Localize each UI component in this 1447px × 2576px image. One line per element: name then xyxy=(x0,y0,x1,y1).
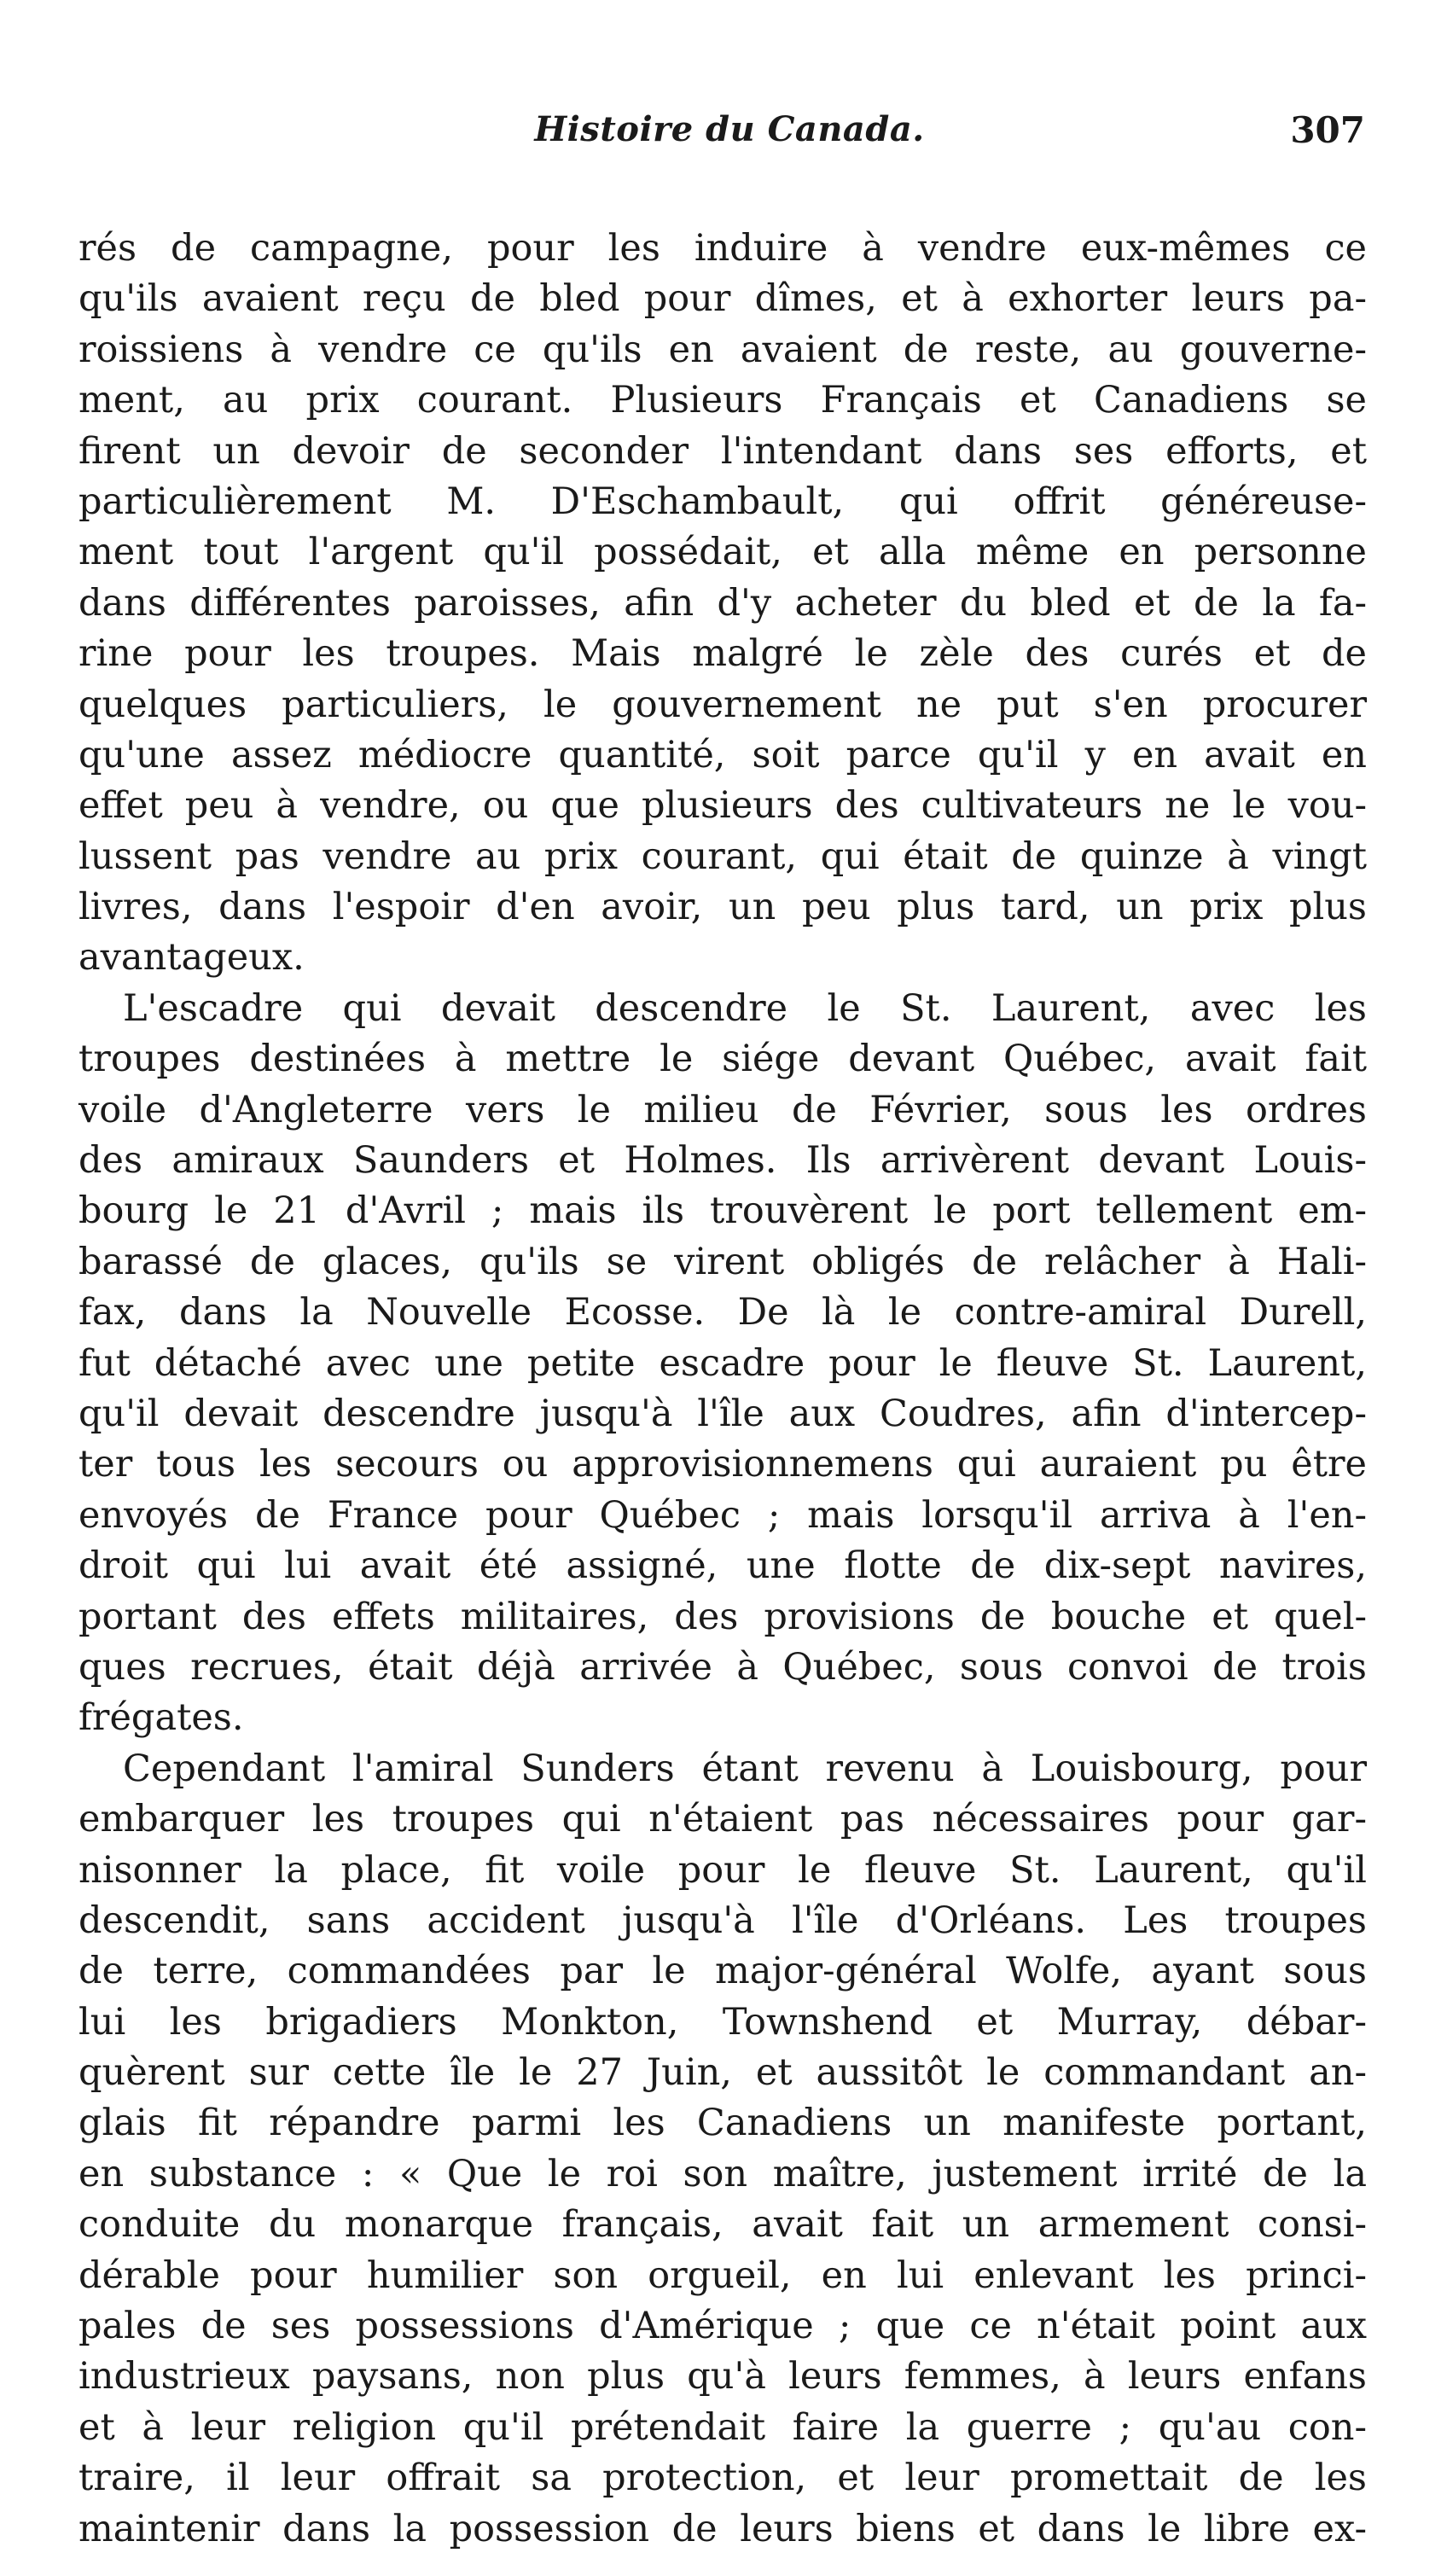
paragraph-first-line: Cependant l'amiral Sunders étant revenu à Louisbourg, pour xyxy=(123,1747,1367,1790)
text-line: industrieux paysans, non plus qu'à leurs femmes, à leurs enfans xyxy=(78,2355,1367,2399)
text-line: descendit, sans accident jusqu'à l'île d'Orléans. Les troupes xyxy=(78,1899,1367,1942)
text-line: troupes destinées à mettre le siége devant Québec, avait fait xyxy=(78,1038,1367,1081)
running-title: Histoire du Canada. xyxy=(534,109,925,149)
text-line: barassé de glaces, qu'ils se virent obligés de relâcher à Hali- xyxy=(78,1240,1367,1283)
text-line: rés de campagne, pour les induire à vendre eux-mêmes ce xyxy=(78,227,1367,270)
text-line: maintenir dans la possession de leurs biens et dans le libre ex- xyxy=(78,2507,1367,2550)
text-line: et à leur religion qu'il prétendait faire la guerre ; qu'au con- xyxy=(78,2405,1367,2449)
text-line: fax, dans la Nouvelle Ecosse. De là le contre-amiral Durell, xyxy=(78,1291,1367,1335)
text-line: des amiraux Saunders et Holmes. Ils arrivèrent devant Louis- xyxy=(78,1139,1367,1183)
text-line: qu'il devait descendre jusqu'à l'île aux Coudres, afin d'intercep- xyxy=(78,1392,1367,1435)
body-text xyxy=(78,224,1367,2555)
text-line: quelques particuliers, le gouvernement ne put s'en procurer xyxy=(78,683,1367,726)
text-line: voile d'Angleterre vers le milieu de Février, sous les ordres xyxy=(78,1088,1367,1131)
text-line: dans différentes paroisses, afin d'y acheter du bled et de la fa- xyxy=(78,581,1367,625)
text-line: ques recrues, était déjà arrivée à Québec, sous convoi de trois xyxy=(78,1645,1367,1689)
text-line: quèrent sur cette île le 27 Juin, et aussitôt le commandant an- xyxy=(78,2051,1367,2095)
text-line: conduite du monarque français, avait fait un armement consi- xyxy=(78,2203,1367,2247)
running-head xyxy=(94,109,1365,160)
text-line: dérable pour humilier son orgueil, en lui enlevant les princi- xyxy=(78,2253,1367,2297)
page-number: 307 xyxy=(1290,109,1365,151)
text-line: envoyés de France pour Québec ; mais lorsqu'il arriva à l'en- xyxy=(78,1493,1367,1537)
paragraph-first-line: L'escadre qui devait descendre le St. Laurent, avec les xyxy=(123,986,1367,1030)
text-line: ment, au prix courant. Plusieurs Français et Canadiens se xyxy=(78,379,1367,422)
text-line: effet peu à vendre, ou que plusieurs des cultivateurs ne le vou- xyxy=(78,784,1367,828)
text-line: qu'ils avaient reçu de bled pour dîmes, et à exhorter leurs pa- xyxy=(78,277,1367,321)
text-line: lui les brigadiers Monkton, Townshend et Murray, débar- xyxy=(78,2000,1367,2044)
text-line: qu'une assez médiocre quantité, soit parce qu'il y en avait en xyxy=(78,733,1367,776)
text-line: nisonner la place, fit voile pour le fleuve St. Laurent, qu'il xyxy=(78,1848,1367,1892)
text-line: fut détaché avec une petite escadre pour le fleuve St. Laurent, xyxy=(78,1341,1367,1385)
text-line: traire, il leur offrait sa protection, et leur promettait de les xyxy=(78,2457,1367,2500)
text-line: lussent pas vendre au prix courant, qui était de quinze à vingt xyxy=(78,834,1367,878)
text-line: glais fit répandre parmi les Canadiens un manifeste portant, xyxy=(78,2102,1367,2145)
text-line: en substance : « Que le roi son maître, justement irrité de la xyxy=(78,2152,1367,2195)
text-line: portant des effets militaires, des provisions de bouche et quel- xyxy=(78,1595,1367,1638)
paragraph-end-line: frégates. xyxy=(78,1696,244,1740)
text-line: roissiens à vendre ce qu'ils en avaient de reste, au gouverne- xyxy=(78,328,1367,371)
text-line: firent un devoir de seconder l'intendant dans ses efforts, et xyxy=(78,429,1367,473)
text-line: rine pour les troupes. Mais malgré le zèle des curés et de xyxy=(78,632,1367,676)
text-line: pales de ses possessions d'Amérique ; que ce n'était point aux xyxy=(78,2305,1367,2348)
text-line: embarquer les troupes qui n'étaient pas nécessaires pour gar- xyxy=(78,1798,1367,1841)
text-line: droit qui lui avait été assigné, une flotte de dix-sept navires, xyxy=(78,1544,1367,1588)
paragraph-end-line: avantageux. xyxy=(78,936,305,980)
text-line: bourg le 21 d'Avril ; mais ils trouvèrent le port tellement em- xyxy=(78,1189,1367,1233)
text-line: livres, dans l'espoir d'en avoir, un peu plus tard, un prix plus xyxy=(78,886,1367,929)
text-line: ment tout l'argent qu'il possédait, et alla même en personne xyxy=(78,531,1367,574)
text-line: de terre, commandées par le major-général Wolfe, ayant sous xyxy=(78,1950,1367,1993)
text-line: ter tous les secours ou approvisionnemens qui auraient pu être xyxy=(78,1443,1367,1486)
text-line: particulièrement M. D'Eschambault, qui offrit généreuse- xyxy=(78,480,1367,523)
